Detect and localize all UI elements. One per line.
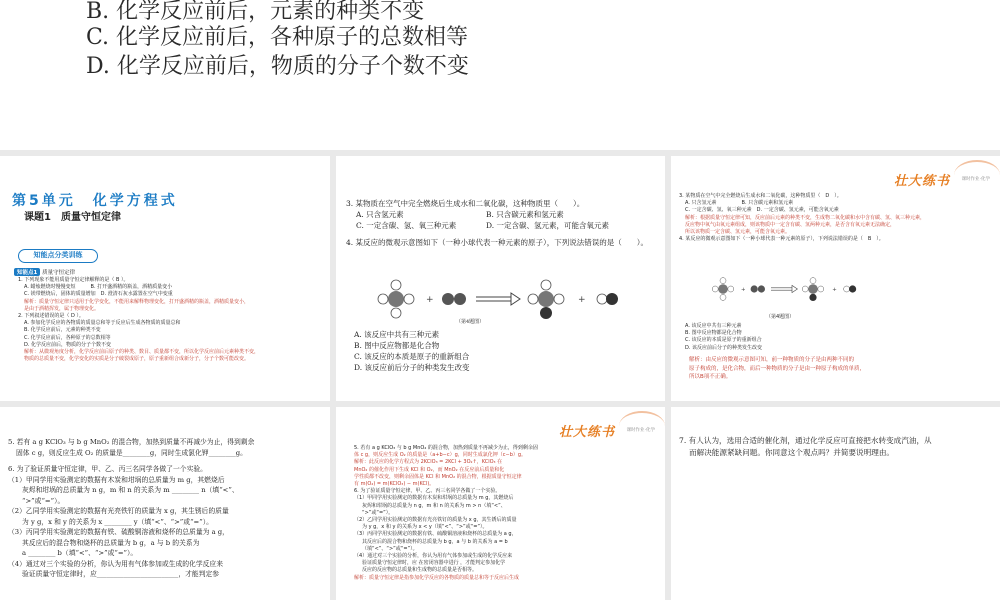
- q6-part2-b: 为 y g，x 和 y 的关系为 x ________ y（填“<”、“>”或“=”）。: [22, 517, 213, 526]
- q1-explanation: 解析：质量守恒定律只适用于化学变化，不能用来解释物理变化，打开盛酒精的瓶盖，酒精质量变小，: [24, 298, 250, 305]
- brand-logo: 壮大练书: [558, 425, 615, 440]
- q3-options-cd: C. 一定含碳、氢、氧三种元素 D. 一定含碳、氢元素，可能含氧元素: [685, 207, 839, 214]
- q6-part3-c: （填“<”、“>”或“=”）。: [362, 545, 418, 552]
- q6-part2-a: （2）乙同学用实验测定的数据有光亮铁钉的质量为 x g，其生锈后的质量: [354, 517, 517, 524]
- q2-explanation-2: 物质的总质量不变，化学变化的实质是分子破裂成原子，原子重新组合成新分子，分子个数可能改变。: [24, 356, 250, 363]
- q5-line-2: 固体 c g，则反应生成 O₂ 的质量是________g，同时生成氯化钾________g。: [16, 448, 247, 457]
- molecule-product-2: [597, 293, 618, 305]
- q6-stem: 6. 为了验证质量守恒定律，甲、乙、丙三名同学各做了一个实验。: [8, 465, 207, 473]
- q3-explanation-3: 所以该物质一定含碳、氢元素，可能含氧元素。: [685, 229, 791, 236]
- q1-explanation-2: 是由于酒精挥发，属于物理变化。: [24, 305, 100, 312]
- q1-options-ab: A. 蜡烛燃烧时慢慢变短 B. 打开盛酒精的瓶盖，酒精质量变小: [24, 284, 173, 291]
- q7-line-2: 而解决能源紧缺问题。你同意这个观点吗？并简要说明理由。: [689, 448, 895, 457]
- q4-option-a: A. 该反应中共有三种元素: [685, 323, 742, 329]
- q6-part4-b: 验证质量守恒定律时，应________________________，才能判定参: [22, 570, 220, 578]
- q4-option-b: B. 图中反应物都是化合物: [685, 330, 742, 337]
- q6-part3-c: a ________ b（填“<”、“>”或“=”）。: [22, 549, 138, 557]
- preview-line-c: C. 化学反应前后，各种原子的总数相等: [86, 25, 469, 50]
- plus-sign-2: +: [578, 295, 586, 305]
- q4-options: [354, 329, 654, 373]
- slide-thumbnail-3[interactable]: [671, 156, 1000, 401]
- q6-explanation: 解析：质量守恒定律是指参加化学反应的各物质的质量总和等于反应后生成: [354, 574, 520, 581]
- q3-option-b: B. 只含碳元素和氢元素: [486, 210, 564, 219]
- q1-options-cd: C. 镁带燃烧后，固体的质量增加 D. 澄清石灰水露置在空气中变重: [24, 291, 173, 298]
- q6-part1-c: “>”或“=”）。: [362, 509, 394, 516]
- slide1-questions: [18, 277, 328, 363]
- q4-option-a: A. 该反应中共有三种元素: [354, 330, 440, 339]
- brand-logo: 壮大练书: [893, 174, 950, 189]
- knowledge-point-title: 质量守恒定律: [42, 270, 76, 276]
- enlarged-slide-preview: [0, 0, 1000, 150]
- slide-thumbnail-4[interactable]: [0, 407, 330, 600]
- q6-part4-c: 反应的反应物的总质量和生成物的总质量是否相等。: [362, 567, 478, 574]
- q6-part3-a: （3）丙同学用实验测定的数据有铁、硫酸铜溶液和烧杯的总质量为 a g，: [354, 531, 517, 538]
- q3-option-c: C. 一定含碳、氢、氧三种元素: [356, 221, 457, 230]
- q2-option-d: D. 化学反应前后，物质的分子个数不变: [24, 341, 112, 348]
- q6-part2-a: （2）乙同学用实验测定的数据有光亮铁钉的质量为 x g，其生锈后的质量: [8, 507, 229, 515]
- preview-line-d: D. 化学反应前后，物质的分子个数不变: [86, 54, 469, 79]
- q4-option-d: D. 该反应前后分子的种类发生改变: [685, 344, 763, 351]
- q6-part1-a: （1）甲同学用实验测定的数据有木炭和坩埚的总质量为 m g，其燃烧后: [354, 495, 514, 502]
- q3-option-d: D. 一定含碳、氢元素，可能含氧元素: [486, 221, 610, 230]
- knowledge-point-header: [14, 268, 75, 276]
- q2-option-c: C. 化学反应前后，各种原子的总数相等: [24, 334, 111, 341]
- q3-stem: 3. 某物质在空气中完全燃烧后生成水和二氧化碳，这种物质里（ ）。: [346, 199, 585, 208]
- q3-explanation-2: 反应物中氧气由氧元素组成，则该物质中一定含有碳、氢两种元素，是否含有氧元素无法确定，: [685, 221, 896, 228]
- slide-thumbnail-1[interactable]: [0, 156, 330, 401]
- q1-stem: 1. 下列现象不能用质量守恒定律解释的是（ B ）。: [18, 277, 129, 283]
- q3-option-a: A. 只含氢元素: [356, 210, 404, 219]
- plus-sign-1: +: [426, 295, 434, 305]
- q6-part1-c: “>”或“=”）。: [22, 496, 65, 505]
- q6-part4-a: （4）通过对三个实验的分析，你认为用有气体参加或生成的化学反应来: [8, 559, 224, 568]
- q6-part3-b: 其反应后的混合物和烧杯的总质量为 b g，a 与 b 的关系为: [22, 538, 200, 547]
- q6-part1-a: （1）甲同学用实验测定的数据有木炭和坩埚的总质量为 m g，其燃烧后: [8, 475, 225, 484]
- molecule-reactant-2: [442, 293, 466, 305]
- q4-option-c: C. 该反应的本质是原子的重新组合: [685, 337, 762, 344]
- reaction-diagram: [366, 274, 636, 324]
- slide3-q4-options: [685, 323, 995, 352]
- q4-stem: 4. 某反应的微观示意图如下（一种小球代表一种元素的原子），下列说法错误的是（ ）。: [346, 238, 649, 247]
- slide-thumbnail-5[interactable]: [336, 407, 665, 600]
- reaction-diagram-small: [701, 274, 871, 304]
- q7-line-1: 7. 有人认为，选用合适的催化剂，通过化学反应可直接把水转变成汽油，从: [679, 436, 932, 445]
- q4-option-d: D. 该反应前后分子的种类发生改变: [354, 363, 470, 372]
- slide5-content: [354, 445, 660, 582]
- figure-caption: （第4题图）: [766, 314, 795, 320]
- q6-part3-b: 其反应后的混合物和烧杯的总质量为 b g，a 与 b 的关系为 a = b: [362, 538, 508, 545]
- q5-line-1: 5. 若有 a g KClO₃ 与 b g MnO₂ 的混合物，加热到质量不再减少为止，得到剩余固: [354, 445, 538, 451]
- logo-decoration: [619, 411, 665, 441]
- slide-thumbnail-6[interactable]: [671, 407, 1000, 600]
- molecule-product-1: [528, 280, 564, 319]
- q6-part4-a: （4）通过对三个实验的分析，你认为用有气体参加或生成的化学反应来: [354, 553, 513, 560]
- brand-subtitle: 课时作业·化学: [626, 428, 655, 433]
- q6-part1-b: 灰烬和坩埚的总质量为 n g，m 和 n 的关系为 m > n（填“<”、: [362, 502, 506, 509]
- molecule-reactant-1: [378, 280, 414, 318]
- q3-stem: 3. 某物质在空气中完全燃烧后生成水和二氧化碳，这种物质里（ D ）。: [679, 193, 842, 199]
- svg-text:+: +: [741, 286, 746, 293]
- brand-subtitle: 课时作业·化学: [961, 177, 990, 182]
- q6-stem: 6. 为了验证质量守恒定律，甲、乙、丙三名同学各做了一个实验。: [354, 488, 501, 495]
- q4-explanation-3: 所以B项不正确。: [689, 374, 732, 380]
- q2-option-a: A. 参加化学反应的各物质的质量总和等于反应后生成各物质的质量总和: [24, 320, 181, 327]
- slide3-q4-explanation: [689, 356, 994, 382]
- q5-line-1: 5. 若有 a g KClO₃ 与 b g MnO₂ 的混合物，加热到质量不再减少为止，得到剩余: [8, 438, 255, 446]
- slide4-content: [8, 437, 326, 580]
- section-badge: 知能点分类训练: [18, 249, 98, 263]
- knowledge-point-tag: 知能点1: [14, 268, 40, 276]
- q6-part1-b: 灰烬和坩埚的总质量为 n g，m 和 n 的关系为 m ________ n（填“<”、: [22, 486, 239, 494]
- reaction-arrow: [476, 293, 520, 305]
- q2-stem: 2. 下列叙述错误的是（ D ）。: [18, 313, 84, 320]
- q6-part3-a: （3）丙同学用实验测定的数据有铁、硫酸铜溶液和烧杯的总质量为 a g，: [8, 528, 229, 536]
- unit-title: 第5单元 化学方程式: [12, 193, 178, 209]
- svg-text:+: +: [832, 286, 837, 293]
- q3-options-ab: A. 只含氢元素 B. 只含碳元素和氢元素: [685, 200, 794, 207]
- q2-explanation: 解析：从微观角度分析，化学反应前后原子的种类、数目、质量都不变，所以化学反应前后元素种类不变，: [24, 349, 260, 356]
- q3-explanation-1: 解析：根据质量守恒定律可知，反应前后元素的种类不变，生成物二氧化碳和水中含有碳、氢、氧三种元素，: [685, 214, 926, 221]
- q6-part4-b: 验证质量守恒定律时，应 在密闭容器中进行 ，才能判定参加化学: [362, 560, 506, 567]
- q5-explanation-1: 解析：此反应的化学方程式为 2KClO₃ = 2KCl + 3O₂↑，KClO₃ 在: [354, 459, 503, 466]
- q2-option-b: B. 化学反应前后，元素的种类不变: [24, 327, 101, 334]
- q5-explanation-4: 有 m(O₂) = m(KClO₃) − m(KCl)。: [354, 481, 435, 488]
- q4-option-b: B. 图中反应物都是化合物: [354, 341, 440, 350]
- logo-decoration: [954, 160, 1000, 190]
- q4-stem: 4. 某反应的微观示意图如下（一种小球代表一种元素的原子），下列说法错误的是（ B ）。: [679, 236, 884, 243]
- q4-option-c: C. 该反应的本质是原子的重新组合: [354, 352, 470, 361]
- slide6-content: [679, 435, 997, 459]
- q4-explanation-2: 原子构成的，是化合物，而后一种物质的分子是由一种原子构成的单质，: [689, 365, 866, 372]
- q6-part2-b: 为 y g，x 和 y 的关系为 x < y（填“<”、“>”或“=”）。: [362, 524, 488, 531]
- q5-explanation-3: 学性质都不改变，则剩余固体是 KCl 和 MnO₂ 的混合物，根据质量守恒定律: [354, 473, 522, 480]
- figure-caption: （第4题图）: [456, 319, 485, 325]
- q5-line-2: 体 c g，则反应生成 O₂ 的质量是（a+b−c）g，同时生成氯化钾（c−b）g。: [354, 452, 527, 459]
- preview-line-b: B. 化学反应前后，元素的种类不变: [86, 0, 425, 24]
- lesson-title: 课题1 质量守恒定律: [24, 212, 121, 223]
- q5-explanation-2: MnO₂ 的催化作用下生成 KCl 和 O₂，而 MnO₂ 在反应前后质量和化: [354, 466, 505, 473]
- slide-thumbnail-2[interactable]: [336, 156, 665, 401]
- slide3-q3: [679, 193, 995, 243]
- q4-explanation-1: 解析：由反应的微观示意图可知，前一种物质的分子是由两种不同的: [689, 357, 855, 363]
- q3-block: [346, 198, 661, 248]
